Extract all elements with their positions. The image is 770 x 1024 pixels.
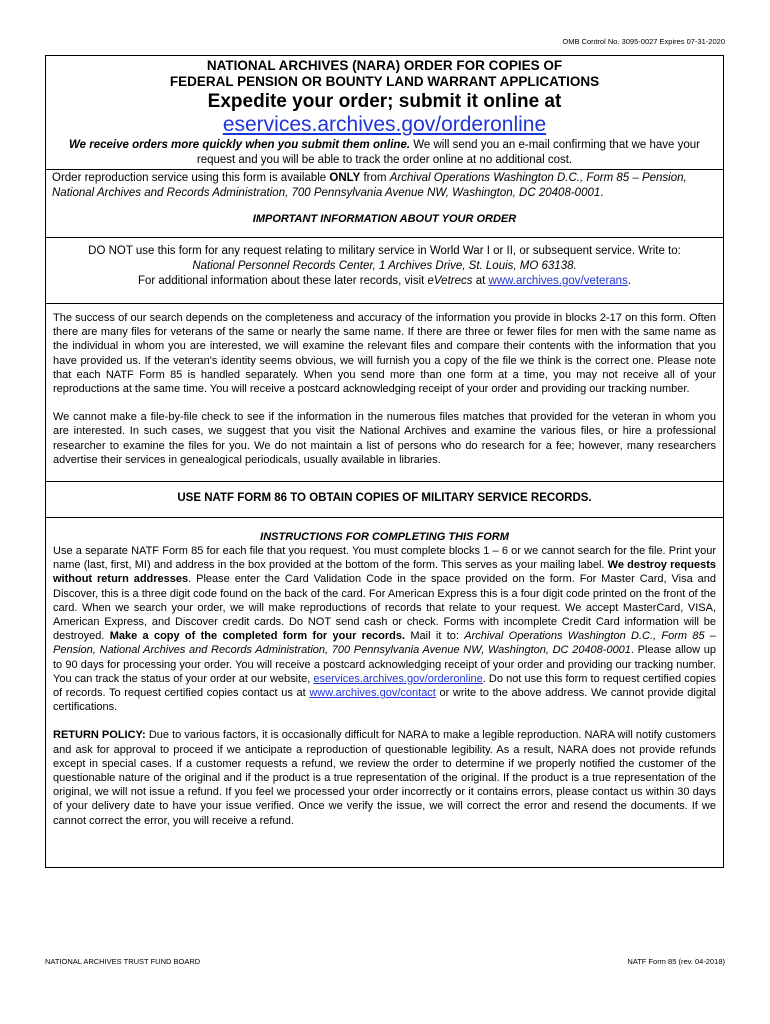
instr-text-6: or write to the above address. We cannot provide digital certifications. bbox=[53, 687, 717, 714]
order-service-address: Archival Operations Washington D.C., Form 85 – Pension, National Archives and Records Administration, 700 Pennsylvania Avenue NW, Washington, DC 20408-0001 bbox=[52, 172, 687, 199]
natf-86-section bbox=[46, 482, 723, 518]
instr-text-5: . Do not use this form to request certified copies of records. To request certified copies contact us at bbox=[53, 672, 716, 700]
order-online-inline-link[interactable]: eservices.archives.gov/orderonline bbox=[313, 672, 483, 685]
return-policy-text: Due to various factors, it is occasionally difficult for NARA to make a legible reproduction. NARA will notify customers and ask for approval to proceed if we anticipate a reproduction of questionable legibility. As a result, NARA does not provide refunds except in special cases. If a customer requests a refund, we review the order to determine if we properly notified the customer of the questionable nature of the original and if the product is a true representation of the original. If the product is a true representation of the original, we will not issue a refund. If you feel we processed your order incorrectly or it contains errors, please contact us within 30 days of your delivery date to have your issue verified. Once we verify the issue, we will correct the error and resend the documents. If we cannot correct the error, you will receive a refund. bbox=[53, 729, 717, 827]
instr-text-1: Use a separate NATF Form 85 for each file that you request. You must complete blocks 1 – 6 or we cannot search for the file. Print your name (last, first, MI) and address in the box provided at the bottom of the form. This serves as your mailing label. bbox=[53, 545, 716, 572]
order-service-only: ONLY bbox=[329, 172, 361, 184]
form-frame bbox=[45, 55, 724, 868]
omb-control-number: OMB Control No. 3095-0027 Expires 07-31-2020 bbox=[562, 37, 725, 46]
instr-text-2: . Please enter the Card Validation Code in the space provided on the form. For Master Card, Visa and Discover, this is a three digit code found on the back of the card. For American Express this is a four digit code printed on the front of the card. When we search your order, we will make reproductions of records that relate to your request. We accept MasterCard, VISA, American Express, and Discover credit cards. Do NOT send cash or check. Forms with incomplete Credit Card information will be destroyed. bbox=[53, 573, 716, 643]
instr-bold-1: We destroy requests without return addresses bbox=[53, 559, 716, 586]
instructions-heading: INSTRUCTIONS FOR COMPLETING THIS FORM bbox=[260, 531, 509, 544]
online-benefit-note bbox=[46, 137, 723, 169]
footer-board-name: NATIONAL ARCHIVES TRUST FUND BOARD bbox=[45, 957, 201, 966]
header-section bbox=[46, 56, 723, 170]
instr-text-4: . Please allow up to 90 days for processing your order. You will receive a postcard acknowledging receipt of your order and providing our tracking number. You can track the status of your order at our website, bbox=[53, 644, 716, 685]
natf-86-note: USE NATF FORM 86 TO OBTAIN COPIES OF MILITARY SERVICE RECORDS. bbox=[177, 492, 592, 505]
important-info-heading: IMPORTANT INFORMATION ABOUT YOUR ORDER bbox=[252, 213, 517, 225]
return-policy bbox=[53, 728, 716, 827]
search-info-section bbox=[46, 304, 723, 482]
order-service-pre: Order reproduction service using this form is available bbox=[52, 172, 330, 184]
order-service-end: . bbox=[600, 186, 604, 199]
donot-line-3-pre: For additional information about these later records, visit bbox=[137, 275, 428, 287]
online-benefit-text: We will send you an e-mail confirming that we have your request and you will be able to track the order online at no additional cost. bbox=[196, 139, 701, 166]
instr-text-3: Mail it to: bbox=[405, 630, 465, 643]
instr-bold-2: Make a copy of the completed form for your records. bbox=[109, 630, 406, 643]
npr-center-address-text: National Personnel Records Center, 1 Archives Drive, St. Louis, MO 63138. bbox=[192, 260, 577, 272]
search-info-text bbox=[46, 311, 723, 467]
donot-line-3-mid: at bbox=[472, 275, 489, 287]
instructions-section bbox=[46, 530, 723, 828]
form-title bbox=[46, 56, 723, 90]
donot-line-3-end: . bbox=[627, 275, 632, 287]
title-line-1: NATIONAL ARCHIVES (NARA) ORDER FOR COPIES OF bbox=[206, 58, 563, 73]
instr-mail-address: Archival Operations Washington D.C., Form 85 – Pension, National Archives and Records Administration, 700 Pennsylvania Avenue NW, Washington, DC 20408-0001 bbox=[53, 630, 717, 657]
important-info-section bbox=[46, 170, 723, 238]
contact-link[interactable]: www.archives.gov/contact bbox=[309, 687, 436, 700]
order-online-link[interactable]: eservices.archives.gov/orderonline bbox=[222, 113, 547, 136]
instructions-paragraph bbox=[53, 544, 716, 714]
military-exclusion-note bbox=[46, 238, 723, 303]
evetrecs-name: eVetrecs bbox=[427, 275, 473, 287]
veterans-link[interactable]: www.archives.gov/veterans bbox=[488, 275, 628, 287]
order-service-note bbox=[46, 170, 723, 203]
military-exclusion-section bbox=[46, 238, 723, 304]
npr-center-address bbox=[54, 259, 715, 274]
donot-line-3 bbox=[54, 274, 715, 289]
search-paragraph-2: We cannot make a file-by-file check to see if the information in the numerous files matches that provided for the veteran in whom you are interested. In such cases, we suggest that you visit the National Archives and examine the various files, or hire a professional researcher to examine the files for you. We do not maintain a list of persons who do research for a fee; however, many researchers advertise their services in genealogical periodicals, usually available in libraries. bbox=[53, 411, 716, 466]
online-benefit-bold: We receive orders more quickly when you submit them online. bbox=[68, 139, 411, 151]
title-line-2: FEDERAL PENSION OR BOUNTY LAND WARRANT APPLICATIONS bbox=[169, 74, 600, 89]
order-service-from: from bbox=[360, 172, 390, 184]
instructions-text bbox=[46, 544, 723, 828]
footer-form-number: NATF Form 85 (rev. 04-2018) bbox=[627, 957, 725, 966]
donot-line-1: DO NOT use this form for any request relating to military service in World War I or II, or subsequent service. Write to: bbox=[88, 245, 681, 257]
return-policy-label: RETURN POLICY: bbox=[53, 729, 146, 742]
expedite-heading: Expedite your order; submit it online at bbox=[207, 91, 562, 112]
search-paragraph-1: The success of our search depends on the completeness and accuracy of the information you provide in blocks 2-17 on this form. Often there are many files for veterans of the same or nearly the same name. If there are three or fewer files for men with the same name as the individual in whom you are interested, we will examine the relevant files and compare their contents with the information that you have provided us. If the veteran's identity seems obvious, we will furnish you a copy of the file we think is the correct one. Please note that each NATF Form 85 is handled separately. When you send more than one form at a time, you may not receive all of your reproductions at the same time. You will receive a postcard acknowledging receipt of your order and providing our tracking number. bbox=[53, 312, 716, 396]
